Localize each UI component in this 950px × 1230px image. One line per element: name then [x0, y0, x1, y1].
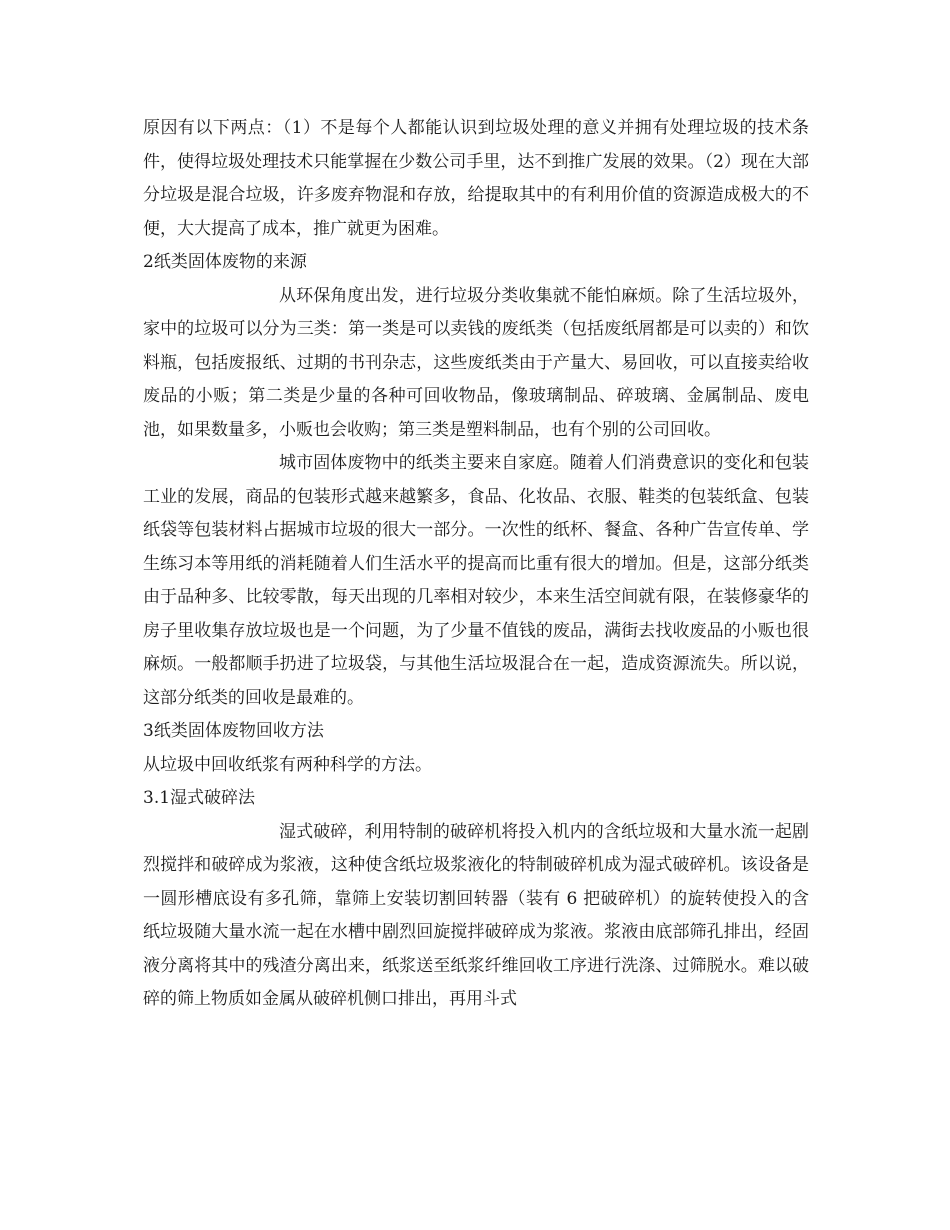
paragraph-household-paper: 城市固体废物中的纸类主要来自家庭。随着人们消费意识的变化和包装工业的发展，商品的包装形式越来越繁多，食品、化妆品、衣服、鞋类的包装纸盒、包装纸袋等包装材料占据城市垃圾的很大一部分。一次性的纸杯、餐盒、各种广告宣传单、学生练习本等用纸的消耗随着人们生活水平的提高而比重有很大的增加。但是，这部分纸类由于品种多、比较零散，每天出现的几率相对较少，本来生活空间就有限，在装修豪华的房子里收集存放垃圾也是一个问题，为了少量不值钱的废品，满街去找收废品的小贩也很麻烦。一般都顺手扔进了垃圾袋，与其他生活垃圾混合在一起，造成资源流失。所以说，这部分纸类的回收是最难的。	[143, 453, 809, 708]
subsection-heading-3-1: 3.1湿式破碎法	[143, 788, 256, 808]
document-body	[143, 112, 809, 1017]
intro-line-methods: 从垃圾中回收纸浆有两种科学的方法。	[143, 754, 432, 775]
section-heading-2: 2纸类固体废物的来源	[143, 252, 307, 272]
paragraph-causes: 原因有以下两点：（1）不是每个人都能认识到垃圾处理的意义并拥有处理垃圾的技术条件，使得垃圾处理技术只能掌握在少数公司手里，达不到推广发展的效果。（2）现在大部分垃圾是混合垃圾，许多废弃物混和存放，给提取其中的有利用价值的资源造成极大的不便，大大提高了成本，推广就更为困难。	[143, 118, 809, 239]
paragraph-wet-crushing: 湿式破碎，利用特制的破碎机将投入机内的含纸垃圾和大量水流一起剧烈搅拌和破碎成为浆液，这种使含纸垃圾浆液化的特制破碎机成为湿式破碎机。该设备是一圆形槽底设有多孔筛，靠筛上安装切割回转器（装有 6 把破碎机）的旋转使投入的含纸垃圾随大量水流一起在水槽中剧烈回旋搅拌破碎成为浆液。浆液由底部筛孔排出，经固液分离将其中的残渣分离出来，纸浆送至纸浆纤维回收工序进行洗涤、过筛脱水。难以破碎的筛上物质如金属从破碎机侧口排出，再用斗式	[143, 821, 809, 1009]
section-heading-3: 3纸类固体废物回收方法	[143, 721, 324, 741]
paragraph-sorting: 从环保角度出发，进行垃圾分类收集就不能怕麻烦。除了生活垃圾外，家中的垃圾可以分为三类：第一类是可以卖钱的废纸类（包括废纸屑都是可以卖的）和饮料瓶，包括废报纸、过期的书刊杂志，这些废纸类由于产量大、易回收，可以直接卖给收废品的小贩；第二类是少量的各种可回收物品，像玻璃制品、碎玻璃、金属制品、废电池，如果数量多，小贩也会收购；第三类是塑料制品，也有个别的公司回收。	[143, 285, 809, 440]
